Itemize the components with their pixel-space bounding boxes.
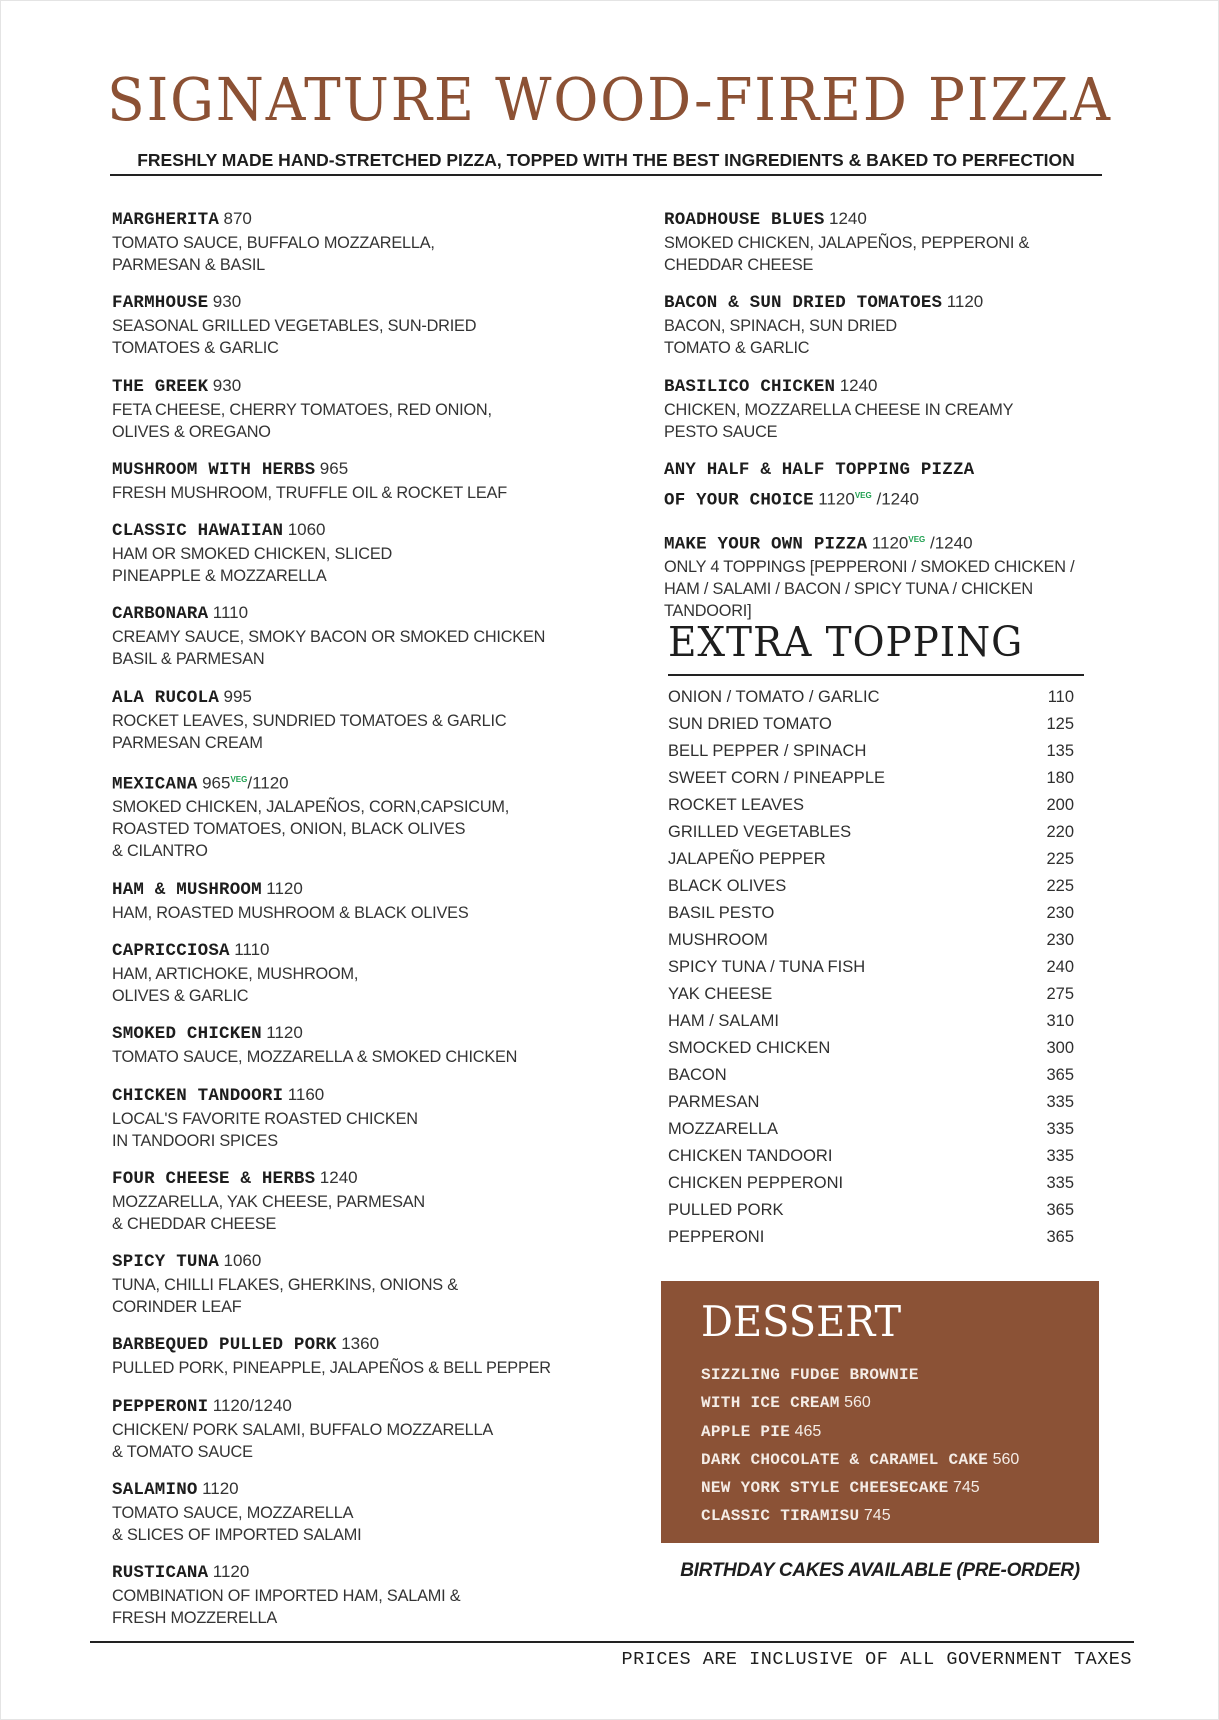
topping-row (668, 846, 1074, 873)
topping-price: 180 (1046, 769, 1074, 787)
pizza-item (112, 1332, 592, 1379)
topping-name: BASIL PESTO (668, 904, 775, 922)
dessert-price: 560 (844, 1394, 871, 1412)
pizza-item (112, 1477, 592, 1546)
pizza-heading (112, 1249, 592, 1274)
pizza-description: ROCKET LEAVES, SUNDRIED TOMATOES & GARLIC (112, 711, 507, 730)
dessert-name: NEW YORK STYLE CHEESECAKE (701, 1479, 949, 1498)
pizza-name: BARBEQUED PULLED PORK (112, 1335, 337, 1356)
topping-row (668, 954, 1074, 981)
pizza-name: FOUR CHEESE & HERBS (112, 1168, 316, 1189)
menu-subtitle: FRESHLY MADE HAND-STRETCHED PIZZA, TOPPED WITH THE BEST INGREDIENTS & BAKED TO PERFECTION (137, 150, 1075, 170)
pizza-description: CORINDER LEAF (112, 1298, 242, 1317)
pizza-name: MAKE YOUR OWN PIZZA (664, 533, 868, 554)
topping-name: PEPPERONI (668, 1228, 765, 1246)
dessert-item (701, 1474, 1081, 1502)
pizza-item (112, 685, 592, 754)
pizza-heading (112, 1394, 592, 1419)
pizza-description: FETA CHEESE, CHERRY TOMATOES, RED ONION, (112, 400, 492, 419)
pizza-price: 1120/1240 (212, 1395, 292, 1415)
topping-price: 365 (1046, 1066, 1074, 1084)
pizza-name: ANY HALF & HALF TOPPING PIZZA (664, 459, 975, 480)
pizza-description: FRESH MUSHROOM, TRUFFLE OIL & ROCKET LEAF (112, 483, 507, 502)
pizza-heading (112, 518, 592, 543)
pizza-item (112, 374, 592, 443)
topping-row (668, 900, 1074, 927)
topping-price: 110 (1047, 688, 1074, 706)
dessert-item (701, 1502, 1081, 1530)
topping-price: 300 (1046, 1039, 1074, 1057)
pizza-description: SMOKED CHICKEN, JALAPEÑOS, PEPPERONI & (664, 234, 1030, 252)
pizza-price: 1110 (212, 603, 249, 623)
pizza-description: PULLED PORK, PINEAPPLE, JALAPEÑOS & BELL PEPPER (112, 1359, 551, 1378)
topping-price: 225 (1046, 877, 1074, 895)
pizza-price: 1120 (266, 878, 303, 898)
pizza-heading (112, 1477, 592, 1502)
pizza-item (112, 601, 592, 670)
extra-topping-list (668, 684, 1074, 1251)
pizza-description: OLIVES & GARLIC (112, 987, 249, 1005)
pizza-price: 1240 (319, 1167, 358, 1187)
footer-divider (90, 1641, 1134, 1643)
pizza-item (112, 1249, 592, 1318)
pizza-item (112, 1394, 592, 1463)
topping-name: YAK CHEESE (668, 985, 773, 1003)
pizza-name: SALAMINO (112, 1480, 198, 1501)
topping-price: 335 (1046, 1147, 1074, 1165)
pizza-item (664, 374, 1104, 443)
topping-price: 335 (1046, 1174, 1074, 1192)
pizza-price: 1240 (839, 375, 878, 395)
pizza-price: 1120 (946, 292, 984, 312)
topping-row (668, 1062, 1074, 1089)
pizza-name: CLASSIC HAWAIIAN (112, 521, 284, 542)
topping-name: ROCKET LEAVES (668, 796, 805, 814)
topping-name: MOZZARELLA (668, 1120, 779, 1138)
pizza-description: CHEDDAR CHEESE (664, 256, 814, 274)
topping-price: 200 (1046, 796, 1074, 814)
pizza-price: 1160 (287, 1084, 325, 1104)
dessert-name: WITH ICE CREAM (701, 1394, 840, 1413)
dessert-item (701, 1361, 1081, 1389)
pizza-price: 1360 (341, 1334, 380, 1354)
pizza-description: SEASONAL GRILLED VEGETABLES, SUN-DRIED (112, 317, 477, 336)
pizza-name: FARMHOUSE (112, 293, 209, 314)
pizza-item (112, 457, 592, 504)
pizza-name: MUSHROOM WITH HERBS (112, 459, 316, 480)
pizza-description: ROASTED TOMATOES, ONION, BLACK OLIVES (112, 820, 466, 839)
pizza-item (664, 290, 1104, 359)
topping-price: 225 (1046, 850, 1074, 868)
pizza-item (112, 877, 592, 924)
pizza-price: 995 (223, 686, 252, 706)
pizza-heading (112, 1332, 592, 1357)
pizza-description: HAM, ARTICHOKE, MUSHROOM, (112, 965, 359, 983)
dessert-price: 745 (953, 1479, 980, 1497)
topping-name: SUN DRIED TOMATO (668, 715, 832, 733)
pizza-description: TOMATO SAUCE, MOZZARELLA & SMOKED CHICKEN (112, 1048, 518, 1067)
title-divider (110, 174, 1102, 176)
pizza-heading (112, 1083, 592, 1108)
pizza-description: FRESH MOZZERELLA (112, 1609, 278, 1628)
pizza-description: HAM / SALAMI / BACON / SPICY TUNA / CHICKEN (664, 579, 1033, 598)
topping-price: 365 (1046, 1228, 1074, 1246)
pizza-description: TUNA, CHILLI FLAKES, GHERKINS, ONIONS & (112, 1276, 458, 1295)
pizza-description: & CHEDDAR CHEESE (112, 1214, 277, 1233)
pizza-item (112, 938, 592, 1007)
pizza-name: ROADHOUSE BLUES (664, 210, 825, 230)
pizza-heading (112, 1166, 592, 1191)
pizza-heading (112, 685, 592, 710)
pizza-price: 1120 (818, 489, 855, 509)
pizza-name: SPICY TUNA (112, 1252, 220, 1273)
pizza-price: 870 (223, 209, 252, 228)
topping-row (668, 981, 1074, 1008)
topping-row (668, 1008, 1074, 1035)
pizza-description: TANDOORI] (664, 601, 752, 620)
pizza-heading (112, 1021, 592, 1046)
pizza-name: MEXICANA (112, 774, 198, 795)
topping-price: 335 (1046, 1120, 1074, 1138)
pizza-description: PESTO SAUCE (664, 422, 778, 441)
pizza-name: CHICKEN TANDOORI (112, 1085, 284, 1106)
pizza-name-line (664, 457, 1104, 483)
pizza-description: & TOMATO SAUCE (112, 1442, 253, 1461)
topping-price: 275 (1046, 985, 1074, 1003)
pizza-heading (112, 601, 592, 626)
pizza-description: LOCAL'S FAVORITE ROASTED CHICKEN (112, 1109, 418, 1128)
pizza-name: CARBONARA (112, 604, 209, 625)
topping-price: 310 (1046, 1012, 1074, 1030)
pizza-heading (112, 290, 592, 315)
topping-name: BLACK OLIVES (668, 877, 787, 895)
pizza-price: 1120 (266, 1023, 303, 1043)
pizza-description: BASIL & PARMESAN (112, 650, 265, 669)
topping-row (668, 738, 1074, 765)
pizza-item (112, 518, 592, 587)
veg-badge: VEG (908, 534, 926, 544)
pizza-price: 1060 (287, 520, 326, 540)
topping-row (668, 1170, 1074, 1197)
pizza-item (112, 768, 592, 862)
pizza-heading (112, 1560, 592, 1585)
pizza-heading (112, 768, 592, 796)
pizza-description: HAM OR SMOKED CHICKEN, SLICED (112, 545, 393, 564)
pizza-description: COMBINATION OF IMPORTED HAM, SALAMI & (112, 1587, 461, 1606)
dessert-item (701, 1389, 1081, 1417)
pizza-item (112, 1021, 592, 1068)
pizza-name: BACON & SUN DRIED TOMATOES (664, 293, 943, 314)
pizza-description: & CILANTRO (112, 842, 208, 861)
pizza-price-nonveg: /1120 (247, 773, 289, 793)
pizza-price-nonveg: /1240 (925, 532, 973, 552)
menu-title: SIGNATURE WOOD-FIRED PIZZA (107, 65, 1112, 134)
dessert-panel (661, 1281, 1099, 1543)
dessert-item (701, 1418, 1081, 1446)
topping-row (668, 711, 1074, 738)
topping-name: SMOCKED CHICKEN (668, 1039, 831, 1057)
pizza-heading (112, 207, 592, 232)
dessert-list (701, 1361, 1081, 1531)
pizza-description: TOMATO SAUCE, MOZZARELLA (112, 1504, 354, 1523)
pizza-name: THE GREEK (112, 376, 209, 397)
topping-row (668, 1035, 1074, 1062)
pizza-item (112, 1166, 592, 1235)
topping-price: 230 (1046, 931, 1074, 949)
pizza-list-left (112, 207, 592, 1644)
pizza-price: 1110 (234, 940, 270, 959)
pizza-name: HAM & MUSHROOM (112, 879, 262, 900)
pizza-item (664, 207, 1104, 276)
pizza-list-right (664, 207, 1104, 636)
pizza-price: 1120 (202, 1479, 239, 1499)
dessert-name: APPLE PIE (701, 1422, 791, 1441)
topping-name: CHICKEN TANDOORI (668, 1147, 833, 1165)
topping-row (668, 792, 1074, 819)
pizza-description: SMOKED CHICKEN, JALAPEÑOS, CORN,CAPSICUM, (112, 798, 510, 817)
extra-topping-title: EXTRA TOPPING (668, 618, 1024, 666)
topping-name: GRILLED VEGETABLES (668, 823, 852, 841)
topping-name: PULLED PORK (668, 1201, 784, 1219)
topping-price: 335 (1046, 1093, 1074, 1111)
topping-row (668, 1143, 1074, 1170)
topping-name: ONION / TOMATO / GARLIC (668, 688, 880, 706)
pizza-item (112, 290, 592, 359)
topping-row (668, 765, 1074, 792)
topping-price: 230 (1046, 904, 1074, 922)
dessert-price: 745 (863, 1507, 891, 1525)
pizza-heading (112, 374, 592, 399)
pizza-heading (664, 207, 1104, 232)
pizza-name: MARGHERITA (112, 210, 220, 230)
pizza-item (112, 207, 592, 276)
topping-name: SPICY TUNA / TUNA FISH (668, 958, 866, 976)
topping-row (668, 1089, 1074, 1116)
pizza-description: CHICKEN, MOZZARELLA CHEESE IN CREAMY (664, 400, 1014, 419)
pizza-price: 1120 (871, 532, 909, 552)
pizza-name: OF YOUR CHOICE (664, 490, 814, 511)
topping-name: PARMESAN (668, 1093, 760, 1111)
veg-badge: VEG (854, 490, 872, 500)
pizza-description: HAM, ROASTED MUSHROOM & BLACK OLIVES (112, 903, 469, 922)
pizza-item (112, 1083, 592, 1152)
topping-name: JALAPEÑO PEPPER (668, 850, 826, 868)
pizza-name: BASILICO CHICKEN (664, 376, 836, 397)
topping-row (668, 819, 1074, 846)
pizza-description: TOMATO SAUCE, BUFFALO MOZZARELLA, (112, 234, 435, 252)
pizza-description: TOMATO & GARLIC (664, 339, 810, 358)
topping-price: 220 (1046, 823, 1074, 841)
extra-topping-divider (668, 674, 1084, 676)
pizza-name: CAPRICCIOSA (112, 941, 230, 961)
topping-row (668, 1116, 1074, 1143)
pizza-description: PINEAPPLE & MOZZARELLA (112, 567, 327, 586)
pizza-item (664, 528, 1104, 622)
topping-name: BACON (668, 1066, 727, 1084)
pizza-heading (664, 528, 1104, 556)
pizza-heading (664, 290, 1104, 315)
pizza-heading (112, 877, 592, 902)
veg-badge: VEG (230, 775, 248, 785)
pizza-price: 930 (212, 292, 242, 312)
pizza-price: 1120 (212, 1562, 250, 1582)
pizza-item (664, 457, 1104, 513)
pizza-name: PEPPERONI (112, 1396, 209, 1417)
pizza-item (112, 1560, 592, 1629)
topping-price: 240 (1046, 958, 1074, 976)
pizza-price: 1060 (223, 1251, 262, 1271)
pizza-description: PARMESAN & BASIL (112, 256, 266, 274)
pizza-heading (112, 938, 592, 963)
pizza-description: CREAMY SAUCE, SMOKY BACON OR SMOKED CHICKEN (112, 628, 546, 647)
pizza-price: 1240 (828, 209, 867, 228)
dessert-price: 560 (992, 1450, 1020, 1468)
dessert-price: 465 (794, 1422, 822, 1440)
pizza-description: PARMESAN CREAM (112, 733, 263, 752)
dessert-title: DESSERT (701, 1297, 902, 1346)
pizza-name: ALA RUCOLA (112, 687, 220, 708)
topping-name: HAM / SALAMI (668, 1012, 779, 1030)
pizza-price: 930 (212, 375, 242, 395)
topping-name: BELL PEPPER / SPINACH (668, 742, 867, 760)
topping-price: 365 (1046, 1201, 1074, 1219)
topping-price: 135 (1046, 742, 1074, 760)
topping-name: CHICKEN PEPPERONI (668, 1174, 844, 1192)
pizza-price-nonveg: /1240 (871, 489, 920, 509)
pizza-price: 965 (319, 458, 349, 478)
topping-row (668, 684, 1074, 711)
pizza-price: 965 (202, 773, 231, 793)
dessert-item (701, 1446, 1081, 1474)
birthday-cakes-note: BIRTHDAY CAKES AVAILABLE (PRE-ORDER) (680, 1560, 1080, 1581)
pizza-description: BACON, SPINACH, SUN DRIED (664, 317, 897, 336)
dessert-name: CLASSIC TIRAMISU (701, 1507, 860, 1526)
pizza-description: ONLY 4 TOPPINGS [PEPPERONI / SMOKED CHICKEN / (664, 557, 1075, 576)
dessert-name: DARK CHOCOLATE & CARAMEL CAKE (701, 1450, 989, 1469)
pizza-heading (664, 483, 1104, 513)
topping-row (668, 1224, 1074, 1251)
pizza-description: CHICKEN/ PORK SALAMI, BUFFALO MOZZARELLA (112, 1420, 494, 1439)
pizza-description: & SLICES OF IMPORTED SALAMI (112, 1526, 362, 1545)
dessert-name: SIZZLING FUDGE BROWNIE (701, 1366, 919, 1384)
topping-name: MUSHROOM (668, 931, 768, 949)
topping-price: 125 (1046, 715, 1074, 733)
pizza-description: TOMATOES & GARLIC (112, 339, 279, 358)
tax-footer: PRICES ARE INCLUSIVE OF ALL GOVERNMENT TAXES (621, 1649, 1132, 1670)
pizza-heading (112, 457, 592, 482)
topping-row (668, 927, 1074, 954)
pizza-name: RUSTICANA (112, 1563, 209, 1584)
pizza-heading (664, 374, 1104, 399)
pizza-description: IN TANDOORI SPICES (112, 1131, 278, 1150)
topping-row (668, 1197, 1074, 1224)
pizza-name: SMOKED CHICKEN (112, 1024, 262, 1045)
pizza-description: OLIVES & OREGANO (112, 422, 271, 441)
pizza-description: MOZZARELLA, YAK CHEESE, PARMESAN (112, 1192, 425, 1211)
topping-name: SWEET CORN / PINEAPPLE (668, 769, 885, 787)
topping-row (668, 873, 1074, 900)
